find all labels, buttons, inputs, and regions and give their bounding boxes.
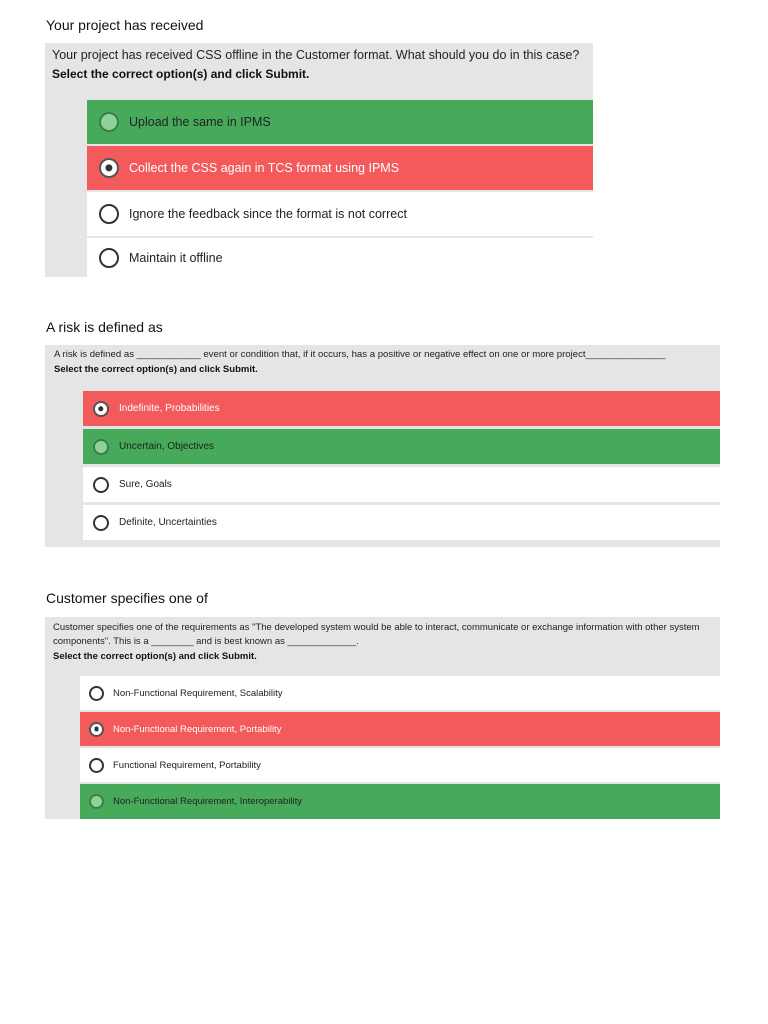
radio-button-icon[interactable] <box>99 204 119 224</box>
question-heading: Your project has received <box>46 17 204 33</box>
radio-button-icon[interactable] <box>89 722 104 737</box>
question-card <box>45 43 593 277</box>
answer-option-label: Definite, Uncertainties <box>119 517 217 528</box>
radio-button-icon[interactable] <box>89 794 104 809</box>
answer-option[interactable] <box>87 100 593 144</box>
answer-option[interactable] <box>87 192 593 236</box>
answer-option-label: Collect the CSS again in TCS format using IPMS <box>129 161 400 175</box>
answer-option[interactable] <box>80 676 720 710</box>
radio-button-icon[interactable] <box>89 686 104 701</box>
question-card <box>45 345 720 547</box>
answer-option-label: Non-Functional Requirement, Portability <box>113 723 282 735</box>
answer-option[interactable] <box>87 238 593 278</box>
question-heading: Customer specifies one of <box>46 590 208 606</box>
question-card <box>45 617 720 819</box>
answer-option[interactable] <box>80 748 720 782</box>
radio-button-icon[interactable] <box>93 477 109 493</box>
question-text: Your project has received CSS offline in the Customer format. What should you do in this case? <box>52 48 580 62</box>
answer-option-label: Indefinite, Probabilities <box>119 403 220 414</box>
radio-button-icon[interactable] <box>99 158 119 178</box>
question-instruction: Select the correct option(s) and click Submit. <box>54 364 258 375</box>
answer-option[interactable] <box>80 784 720 819</box>
answer-option-label: Functional Requirement, Portability <box>113 759 261 771</box>
radio-button-icon[interactable] <box>93 401 109 417</box>
radio-button-icon[interactable] <box>99 248 119 268</box>
answer-option-label: Sure, Goals <box>119 479 172 490</box>
question-instruction: Select the correct option(s) and click Submit. <box>53 651 257 662</box>
answer-option[interactable] <box>83 391 720 426</box>
answer-option-label: Non-Functional Requirement, Interoperability <box>113 796 303 807</box>
answer-option-label: Ignore the feedback since the format is not correct <box>129 207 407 221</box>
answer-option-label: Maintain it offline <box>129 251 223 265</box>
radio-button-icon[interactable] <box>99 112 119 132</box>
question-text: Customer specifies one of the requirements as "The developed system would be able to interact, communicate or exchange information with other system components". This is a ________ and is best known as _____________. <box>53 622 700 647</box>
radio-button-icon[interactable] <box>93 515 109 531</box>
radio-button-icon[interactable] <box>89 758 104 773</box>
answer-option-label: Uncertain, Objectives <box>119 441 215 452</box>
answer-option[interactable] <box>83 429 720 464</box>
question-text: A risk is defined as ____________ event or condition that, if it occurs, has a positive or negative effect on one or more project_______________ <box>54 349 666 360</box>
question-instruction: Select the correct option(s) and click Submit. <box>52 67 310 81</box>
answer-option[interactable] <box>80 712 720 746</box>
answer-option-label: Non-Functional Requirement, Scalability <box>113 687 283 699</box>
answer-option[interactable] <box>83 467 720 502</box>
answer-option[interactable] <box>83 505 720 540</box>
question-heading: A risk is defined as <box>46 319 163 335</box>
answer-option-label: Upload the same in IPMS <box>129 115 271 129</box>
radio-button-icon[interactable] <box>93 439 109 455</box>
answer-option[interactable] <box>87 146 593 190</box>
